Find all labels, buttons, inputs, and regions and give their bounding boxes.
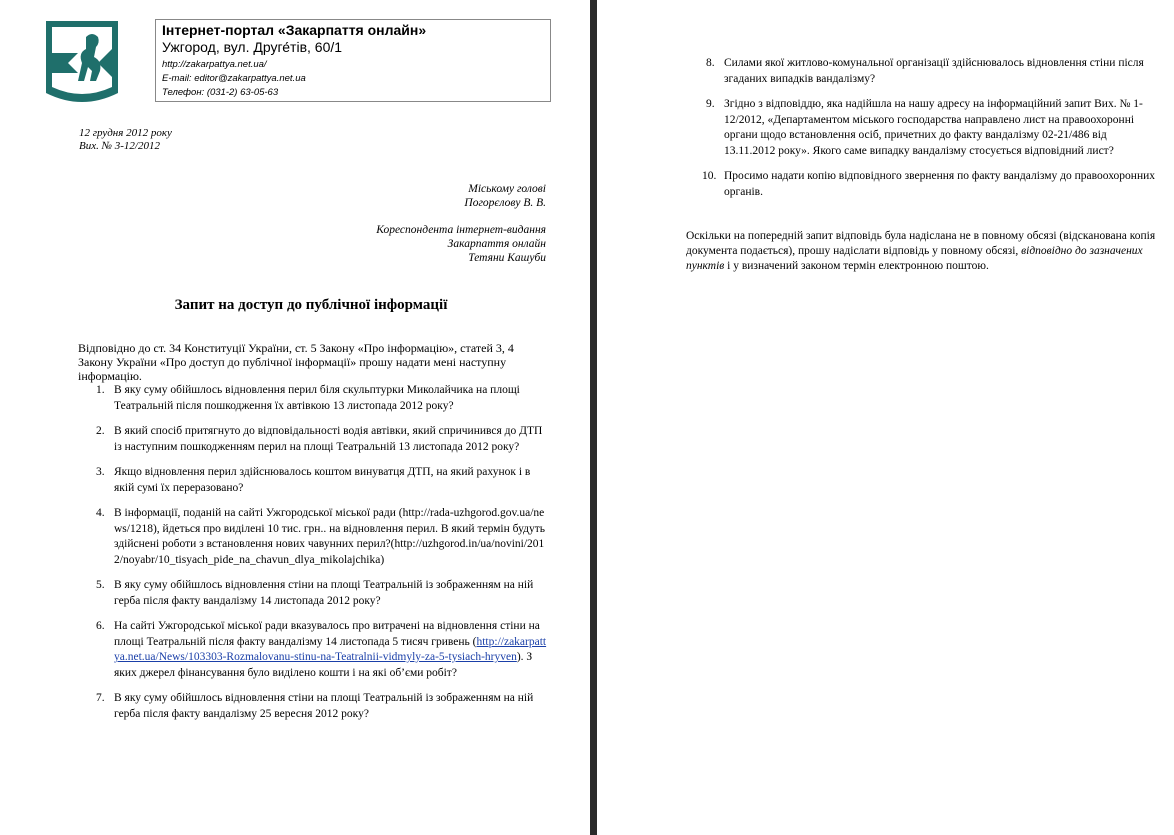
recipient-block	[464, 182, 546, 210]
recipient-title: Міському голові	[468, 183, 546, 195]
page-divider	[587, 0, 600, 835]
document-title: Запит на доступ до публічної інформації	[174, 297, 448, 313]
outgoing-number: Вих. № 3-12/2012	[79, 140, 160, 152]
question-list-part-2	[702, 56, 1156, 210]
sender-block	[376, 223, 546, 265]
publisher-title: Інтернет-портал «Закарпаття онлайн»	[162, 22, 427, 38]
list-item: 6. На сайті Ужгородської міської ради вказувалось про витрачені на відновлення стіни на площі Театральній після факту вандалізму 14 листопада 5 тисяч гривень (http://zakarpattya.net.ua/News/103303-Rozmalovanu-stinu-na-Teatralnii-vidmyly-za-5-tysiach-hryven). З яких джерел фінансування було виділено кошти і на які об’єми робіт?	[96, 620, 547, 679]
list-item: 8. Силами якої житлово-комунальної організації здійснювалось відновлення стіни після згаданих випадків вандалізму?	[706, 57, 1144, 85]
list-item: 4. В інформації, поданій на сайті Ужгородської міської ради (http://rada-uzhgorod.gov.ua/news/1218), йдеться про виділені 10 тис. грн.. на відновлення перил. В який термін будуть здійснені роботи з встановлення нових чавунних перил?(http://uzhgorod.in/ua/novini/2012/noyabr/10_tisyach_pide_na_chavun_dlya_mikolajchika)	[96, 507, 545, 566]
list-item: 9. Згідно з відповіддю, яка надійшла на нашу адресу на інформаційний запит Вих. № 1-12/2012, «Департаментом міського господарства направлено лист на правоохоронні органи щодо встановлення осіб, причетних до факту вандалізму 02-21/486 від 13.11.2012 року». Якого саме випадку вандалізму стосується відповідний лист?	[706, 98, 1143, 157]
intro-paragraph: Відповідно до ст. 34 Конституції України, ст. 5 Закону «Про інформацію», статей 3, 4 Закону України «Про доступ до публічної інформації» прошу надати мені наступну інформацію.	[78, 341, 514, 383]
sender-outlet: Закарпаття онлайн	[447, 238, 546, 250]
list-item: 3. Якщо відновлення перил здійснювалось коштом винуватця ДТП, на який рахунок і в якій сумі їх переразовано?	[96, 466, 531, 494]
list-item: 7. В яку суму обійшлось відновлення стіни на площі Театральній із зображенням на ній герба після факту вандалізму 25 вересня 2012 року?	[96, 692, 534, 720]
closing-paragraph: Оскільки на попередній запит відповідь була надіслана не в повному обсязі (відсканована копія документа подається), прошу надіслати відповідь у повному обсязі, відповідно до зазначених пунктів і у визначений законом термін електронною поштою.	[686, 230, 1156, 272]
list-item: 1. В яку суму обійшлось відновлення перил біля скульптурки Миколайчика на площі Театральній після пошкодження їх автівкою 13 листопада 2012 року?	[96, 384, 520, 412]
coat-of-arms-logo	[46, 21, 118, 105]
list-item: 5. В яку суму обійшлось відновлення стіни на площі Театральній із зображенням на ній герба після факту вандалізму 14 листопада 2012 року?	[96, 579, 534, 607]
news-article-link[interactable]: http://zakarpattya.net.ua/News/103303-Rozmalovanu-stinu-na-Teatralnii-vidmyly-za-5-tysiach-hryven	[114, 635, 547, 663]
publisher-phone: Телефон: (031-2) 63-05-63	[162, 87, 279, 98]
list-item: 2. В який спосіб притягнуто до відповідальності водія автівки, який спричинився до ДТП із наступним пошкодженням перил на площі Театральній 13 листопада 2012 року?	[96, 425, 543, 453]
date-block	[79, 127, 172, 153]
sender-name: Тетяни Кашуби	[468, 252, 546, 264]
publisher-info-box	[155, 19, 551, 102]
recipient-name: Погорєлову В. В.	[464, 197, 546, 209]
publisher-email: E-mail: editor@zakarpattya.net.ua	[162, 73, 306, 84]
letter-date: 12 грудня 2012 року	[79, 127, 172, 139]
list-item: 10. Просимо надати копію відповідного звернення по факту вандалізму до правоохоронних органів.	[702, 170, 1156, 198]
publisher-website: http://zakarpattya.net.ua/	[162, 59, 267, 70]
sender-title: Кореспондента інтернет-видання	[376, 224, 546, 236]
question-list-part-1	[96, 383, 548, 732]
document-page-2	[600, 0, 1174, 835]
publisher-address: Ужгород, вул. Друге́тів, 60/1	[162, 39, 343, 55]
